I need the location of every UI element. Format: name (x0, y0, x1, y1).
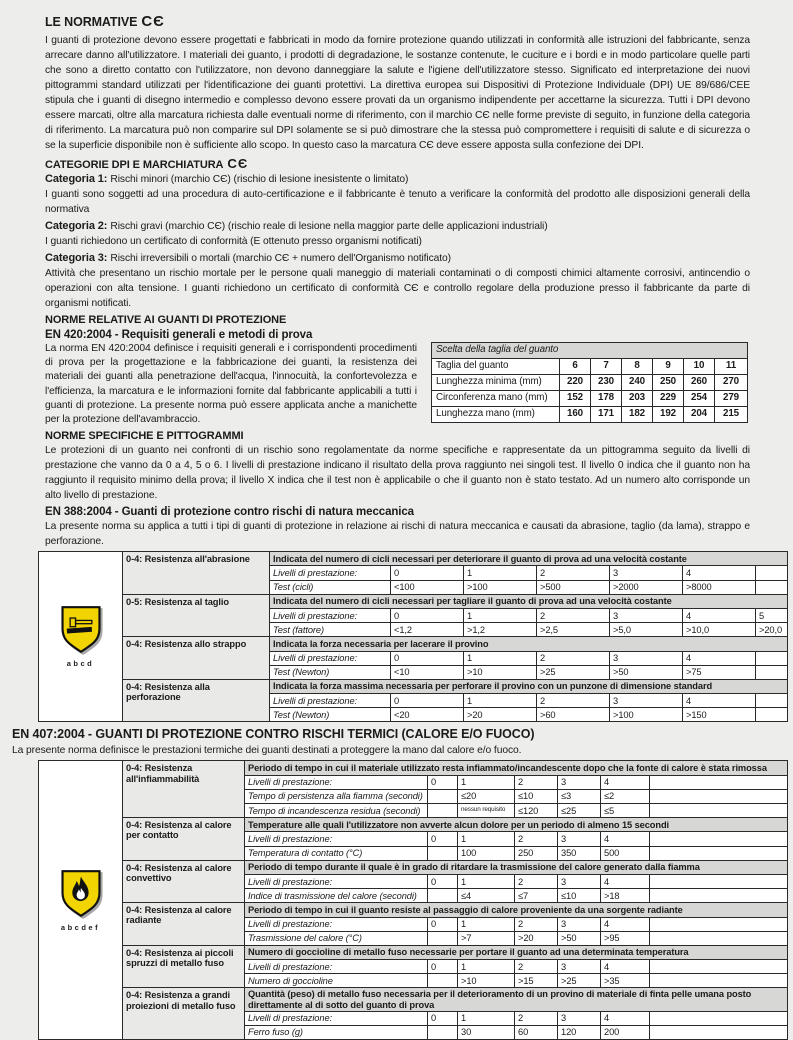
value-cell: 250 (515, 846, 558, 860)
value-cell: 1 (458, 960, 515, 974)
categoria-1-note: I guanti sono soggetti ad una procedura di auto-certificazione e il fabbricante è tenuto a verificare la conformità del prodotto alle disposizioni generali della normativa (45, 189, 750, 215)
categoria-2-line (45, 219, 750, 234)
value-cell: 1 (464, 566, 537, 580)
value-cell: 4 (601, 1011, 650, 1025)
test-description: Periodo di tempo in cui il materiale utilizzato resta infiammato/incandescente dopo che la fonte di calore è stata rimossa (245, 761, 788, 775)
size-value-cell: 9 (653, 359, 684, 375)
table-row (39, 860, 788, 874)
categoria-2-label: Categoria 2: (45, 220, 108, 232)
en388-table (38, 551, 788, 722)
value-cell: 4 (601, 917, 650, 931)
value-cell: >20,0 (756, 623, 788, 637)
value-cell: 2 (515, 775, 558, 789)
value-cell: >150 (683, 708, 756, 722)
size-value-cell: 10 (684, 359, 715, 375)
value-cell: 1 (464, 651, 537, 665)
row-label: Numero di goccioline (245, 974, 428, 988)
value-cell: 2 (515, 917, 558, 931)
test-description: Numero di goccioline di metallo fuso necessarie per portare il guanto ad una determinata temperatura (245, 945, 788, 959)
value-cell: 4 (601, 832, 650, 846)
intro-paragraph: I guanti di protezione devono essere progettati e fabbricati in modo da fornire protezione quando utilizzati in conformità alle istruzioni del fabbricante, senza arrecare danno all'utilizzatore. I materiali dei guanto, i prodotti di degradazione, le sostanze contenute, le cuciture e i bordi e in modo particolare quelle parti che sono a diretto contatto con l'utilizzatore, non devono danneggiare la salute e l'igiene dell'utilizzatore stesso. Significato ed interpretazione dei nuovi pittogrammi standard utilizzati per l'identificazione dei guanti protettivi. La direttiva europea sui Dispositivi di Protezione Individuale (DPI) UE 89/686/CEE stipula che i guanti di disegno intermedio e complesso devono essere provati da un organismo indipendente per accettarne la sicurezza. Tutti i DPI devono essere marcati, oltre alla marcatura richiesta dalle eventuali norme di riferimento, con il marchio CЄ nelle forme previste di seguito, in funzione della categoria di riferimento. La marcatura può non comparire sul DPI solamente se si può dimostrare che la stessa può compromettere i requisiti di salute e di sicurezza o se la superficie disponibile non è sufficiente allo scopo. In questo caso la marcatura CЄ deve essere apposta sulla confezione dei DPI. (45, 35, 750, 151)
value-cell: >8000 (683, 580, 756, 594)
table-row (39, 903, 788, 917)
value-cell: 0 (391, 608, 464, 622)
value-cell: 3 (558, 960, 601, 974)
shield-flame-icon (59, 869, 103, 919)
value-cell: 3 (610, 694, 683, 708)
value-cell (428, 846, 458, 860)
table-row (39, 818, 788, 832)
value-cell: >95 (601, 931, 650, 945)
en420-heading: EN 420:2004 - Requisiti generali e metodi di prova (45, 329, 313, 341)
size-value-cell: 204 (684, 407, 715, 423)
categoria-2-text: Rischi gravi (marchio CЄ) (rischio reale di lesione nella maggior parte delle applicazioni industriali) (110, 221, 548, 232)
table-row (39, 945, 788, 959)
row-label: Livelli di prestazione: (245, 832, 428, 846)
value-cell (756, 566, 788, 580)
hazard-range-label: 0-4: Resistenza alla perforazione (123, 679, 270, 722)
categorie-heading (45, 156, 750, 171)
value-cell: >25 (558, 974, 601, 988)
row-label: Livelli di prestazione: (245, 1011, 428, 1025)
value-cell (650, 974, 788, 988)
value-cell: >1,2 (464, 623, 537, 637)
value-cell: 1 (458, 832, 515, 846)
value-cell: ≤25 (558, 804, 601, 818)
table-row (432, 407, 748, 423)
categoria-3-label: Categoria 3: (45, 252, 108, 264)
value-cell: >100 (610, 708, 683, 722)
value-cell: <10 (391, 665, 464, 679)
categoria-2-note: I guanti richiedono un certificato di conformità (E ottenuto presso organismi notificati) (45, 236, 422, 247)
table-row (39, 552, 788, 566)
row-label: Tempo di incandescenza residua (secondi) (245, 804, 428, 818)
value-cell: >5,0 (610, 623, 683, 637)
value-cell (428, 889, 458, 903)
en407-paragraph: La presente norma definisce le prestazioni termiche dei guanti destinati a proteggere la mano dal calore e/o fuoco. (12, 745, 522, 757)
en388-heading: EN 388:2004 - Guanti di protezione contro rischi di natura meccanica (45, 506, 414, 519)
value-cell: 5 (756, 608, 788, 622)
value-cell: >15 (515, 974, 558, 988)
table-row (39, 637, 788, 651)
en420-paragraph: La norma EN 420:2004 definisce i requisiti generali e i corrispondenti procedimenti di prova per la progettazione e la fabbricazione dei guanti, la resistenza dei materiali dei guanti alla penetrazione dell'acqua, l'innocuità, la confortevolezza e l'efficienza, la marcatura e le informazioni fornite dal fabbricante applicabili a tutti i guanti di protezione. La presente norma può essere applicata anche a manichette per la protezione dell'avambraccio. (45, 343, 417, 426)
size-value-cell: 279 (715, 391, 748, 407)
size-value-cell: 192 (653, 407, 684, 423)
value-cell: 2 (537, 651, 610, 665)
value-cell: <100 (391, 580, 464, 594)
value-cell (650, 931, 788, 945)
value-cell: 1 (458, 874, 515, 888)
en407-section-header (12, 727, 750, 758)
value-cell: 3 (558, 775, 601, 789)
value-cell: ≤3 (558, 789, 601, 803)
value-cell (428, 789, 458, 803)
value-cell (756, 665, 788, 679)
value-cell (756, 651, 788, 665)
hazard-range-label: 0-4: Resistenza allo strappo (123, 637, 270, 680)
en407-heading: EN 407:2004 - GUANTI DI PROTEZIONE CONTRO RISCHI TERMICI (CALORE E/O FUOCO) (12, 727, 535, 742)
value-cell: 3 (610, 651, 683, 665)
hazard-range-label: 0-4: Resistenza al calore radiante (123, 903, 245, 946)
row-label: Livelli di prestazione: (270, 566, 391, 580)
value-cell: 4 (683, 608, 756, 622)
row-label: Ferro fuso (g) (245, 1025, 428, 1039)
value-cell: 1 (464, 694, 537, 708)
ce-mark-icon: CЄ (227, 156, 249, 171)
value-cell: 0 (428, 917, 458, 931)
value-cell (650, 775, 788, 789)
row-label: Livelli di prestazione: (245, 775, 428, 789)
value-cell (650, 917, 788, 931)
value-cell: 1 (458, 1011, 515, 1025)
ce-mark-icon: CЄ (141, 13, 165, 30)
hazard-range-label: 0-4: Resistenza al calore per contatto (123, 818, 245, 861)
value-cell: >18 (601, 889, 650, 903)
hazard-range-label: 0-4: Resistenza all'infiammabilità (123, 761, 245, 818)
value-cell (428, 1025, 458, 1039)
size-row-label: Taglia del guanto (432, 359, 560, 375)
size-value-cell: 160 (560, 407, 591, 423)
page-title (45, 13, 750, 30)
value-cell: 0 (428, 832, 458, 846)
value-cell: 500 (601, 846, 650, 860)
en407-table (38, 760, 788, 1039)
value-cell: 3 (558, 1011, 601, 1025)
row-label: Test (Newton) (270, 665, 391, 679)
value-cell: 3 (558, 917, 601, 931)
value-cell: 0 (391, 566, 464, 580)
size-row-label: Lunghezza mano (mm) (432, 407, 560, 423)
hazard-range-label: 0-4: Resistenza ai piccoli spruzzi di metallo fuso (123, 945, 245, 988)
categorie-heading-text: CATEGORIE DPI E MARCHIATURA (45, 159, 224, 171)
value-cell: ≤10 (515, 789, 558, 803)
categoria-3-text: Rischi irreversibili o mortali (marchio CЄ + numero dell'Organismo notificato) (110, 253, 451, 264)
value-cell: >10 (458, 974, 515, 988)
table-row (432, 375, 748, 391)
value-cell: 1 (458, 917, 515, 931)
size-value-cell: 260 (684, 375, 715, 391)
size-table-caption: Scelta della taglia del guanto (432, 343, 748, 359)
value-cell: 4 (601, 960, 650, 974)
size-row-label: Circonferenza mano (mm) (432, 391, 560, 407)
page-title-text: LE NORMATIVE (45, 15, 138, 29)
value-cell (650, 832, 788, 846)
value-cell: 3 (558, 874, 601, 888)
value-cell: 4 (601, 874, 650, 888)
value-cell: 120 (558, 1025, 601, 1039)
value-cell: 1 (464, 608, 537, 622)
row-label: Livelli di prestazione: (270, 694, 391, 708)
table-row (39, 679, 788, 693)
value-cell: ≤4 (458, 889, 515, 903)
value-cell: 0 (428, 1011, 458, 1025)
value-cell (650, 804, 788, 818)
value-cell (650, 960, 788, 974)
value-cell: 2 (537, 566, 610, 580)
row-label: Test (fattore) (270, 623, 391, 637)
value-cell (650, 1011, 788, 1025)
norme-heading: NORME RELATIVE AI GUANTI DI PROTEZIONE (45, 314, 287, 326)
size-value-cell: 7 (591, 359, 622, 375)
test-description: Periodo di tempo durante il quale è in grado di ritardare la trasmissione del calore generato dalla fiamma (245, 860, 788, 874)
value-cell: 2 (537, 608, 610, 622)
value-cell (756, 708, 788, 722)
row-label: Livelli di prestazione: (245, 874, 428, 888)
value-cell: 4 (601, 775, 650, 789)
value-cell: 2 (515, 1011, 558, 1025)
size-value-cell: 182 (622, 407, 653, 423)
value-cell: >25 (537, 665, 610, 679)
pictogram-letters: abcd (66, 659, 95, 669)
size-value-cell: 229 (653, 391, 684, 407)
value-cell: >60 (537, 708, 610, 722)
value-cell: 0 (428, 960, 458, 974)
categoria-3-note: Attività che presentano un rischio mortale per le persone quali maneggio di materiali contaminati o di composti chimici altamente corrosivi, antincendio o operazioni con alta tensione. I guanti richiedono un certificato di conformità CЄ e controllo regolare della produzione presso il fabbricante da parte di organismi notificati. (45, 268, 750, 309)
size-row-label: Lunghezza minima (mm) (432, 375, 560, 391)
row-label: Temperatura di contatto (°C) (245, 846, 428, 860)
value-cell: 350 (558, 846, 601, 860)
value-cell: <1,2 (391, 623, 464, 637)
table-row (432, 391, 748, 407)
value-cell: ≤120 (515, 804, 558, 818)
pictogram-cell (39, 552, 123, 722)
hazard-range-label: 0-5: Resistenza al taglio (123, 594, 270, 637)
test-description: Indicata la forza massima necessaria per perforare il provino con un punzone di dimensione standard (270, 679, 788, 693)
pictogram-cell (39, 761, 123, 1039)
table-row (39, 761, 788, 775)
value-cell: >100 (464, 580, 537, 594)
categoria-1-label: Categoria 1: (45, 173, 108, 185)
value-cell: >2,5 (537, 623, 610, 637)
row-label: Livelli di prestazione: (245, 960, 428, 974)
row-label: Indice di trasmissione del calore (secondi) (245, 889, 428, 903)
value-cell: >75 (683, 665, 756, 679)
thermal-hazard-pictogram (59, 869, 103, 932)
test-description: Periodo di tempo in cui il guanto resiste al passaggio di calore proveniente da una sorgente radiante (245, 903, 788, 917)
value-cell (756, 580, 788, 594)
value-cell: 2 (515, 874, 558, 888)
row-label: Test (Newton) (270, 708, 391, 722)
value-cell: >20 (464, 708, 537, 722)
test-description: Temperature alle quali l'utilizzatore non avverte alcun dolore per un periodo di almeno 15 secondi (245, 818, 788, 832)
value-cell: 3 (610, 608, 683, 622)
size-value-cell: 230 (591, 375, 622, 391)
value-cell: >10 (464, 665, 537, 679)
categoria-1-line (45, 172, 750, 187)
value-cell (650, 1025, 788, 1039)
size-value-cell: 178 (591, 391, 622, 407)
size-value-cell: 220 (560, 375, 591, 391)
value-cell (650, 789, 788, 803)
value-cell: 4 (683, 694, 756, 708)
test-description: Indicata la forza necessaria per lacerare il provino (270, 637, 788, 651)
value-cell: 200 (601, 1025, 650, 1039)
size-value-cell: 270 (715, 375, 748, 391)
table-row (39, 594, 788, 608)
value-cell: 2 (537, 694, 610, 708)
size-value-cell: 171 (591, 407, 622, 423)
value-cell: <20 (391, 708, 464, 722)
pictogram-letters: abcdef (60, 922, 101, 932)
test-description: Indicata del numero di cicli necessari per tagliare il guanto di prova ad una velocità costante (270, 594, 788, 608)
value-cell (428, 804, 458, 818)
en388-paragraph: La presente norma su applica a tutti i tipi di guanti di protezione in relazione ai rischi di natura meccanica e causati da abrasione, taglio (da lama), strappo e perforazione. (45, 521, 750, 548)
value-cell: 4 (683, 651, 756, 665)
pittogrammi-heading: NORME SPECIFICHE E PITTOGRAMMI (45, 430, 244, 443)
value-cell: 3 (558, 832, 601, 846)
table-row (39, 988, 788, 1011)
table-row (432, 359, 748, 375)
value-cell: 2 (515, 832, 558, 846)
row-label: Tempo di persistenza alla fiamma (secondi) (245, 789, 428, 803)
pittogrammi-paragraph: Le protezioni di un guanto nei confronti di un rischio sono regolamentate da norme specifiche e rappresentate da un pittogramma seguito da livelli di prestazione che vanno da 0 a 4, 5 o 6. I livelli di prestazione indicano il risultato della prova raggiunto nei singoli test. Il livello 0 indica che il guanto non ha raggiunto il requisito minimo della prova; il livello X indica che il test non è applicabile o che il guanto non è stato testato. Ad un numero alto corrisponde un alto livello di prestazione. (45, 445, 750, 502)
size-value-cell: 203 (622, 391, 653, 407)
value-cell: ≤7 (515, 889, 558, 903)
hazard-range-label: 0-4: Resistenza a grandi proiezioni di metallo fuso (123, 988, 245, 1039)
value-cell (428, 931, 458, 945)
row-label: Test (cicli) (270, 580, 391, 594)
size-value-cell: 152 (560, 391, 591, 407)
glove-size-table (431, 342, 748, 423)
value-cell (428, 974, 458, 988)
shield-hammer-icon (59, 605, 103, 655)
row-label: Livelli di prestazione: (270, 651, 391, 665)
value-cell: ≤5 (601, 804, 650, 818)
value-cell: >50 (610, 665, 683, 679)
value-cell: >2000 (610, 580, 683, 594)
value-cell (650, 846, 788, 860)
size-value-cell: 8 (622, 359, 653, 375)
categoria-1-text: Rischi minori (marchio CЄ) (rischio di lesione inesistente o limitato) (110, 174, 409, 185)
value-cell: >7 (458, 931, 515, 945)
value-cell: >50 (558, 931, 601, 945)
test-description: Quantità (peso) di metallo fuso necessaria per il deterioramento di un provino di materiale di finta pelle umana posto direttamente al di sotto del guanto di prova (245, 988, 788, 1011)
row-label: Livelli di prestazione: (245, 917, 428, 931)
value-cell (756, 694, 788, 708)
hazard-range-label: 0-4: Resistenza al calore convettivo (123, 860, 245, 903)
table-row (432, 343, 748, 359)
value-cell (650, 874, 788, 888)
mechanical-hazard-pictogram (59, 605, 103, 668)
size-value-cell: 240 (622, 375, 653, 391)
value-cell: 1 (458, 775, 515, 789)
row-label: Trasmissione del calore (°C) (245, 931, 428, 945)
value-cell: 60 (515, 1025, 558, 1039)
en420-section (45, 342, 750, 427)
value-cell: ≤2 (601, 789, 650, 803)
value-cell: 0 (391, 651, 464, 665)
value-cell: 100 (458, 846, 515, 860)
value-cell (650, 889, 788, 903)
size-value-cell: 215 (715, 407, 748, 423)
size-value-cell: 6 (560, 359, 591, 375)
test-description: Indicata del numero di cicli necessari per deteriorare il guanto di prova ad una velocità costante (270, 552, 788, 566)
value-cell: >500 (537, 580, 610, 594)
value-cell: 2 (515, 960, 558, 974)
hazard-range-label: 0-4: Resistenza all'abrasione (123, 552, 270, 595)
value-cell: 0 (428, 874, 458, 888)
row-label: Livelli di prestazione: (270, 608, 391, 622)
value-cell: 3 (610, 566, 683, 580)
value-cell: ≤10 (558, 889, 601, 903)
value-cell: >10,0 (683, 623, 756, 637)
value-cell: 4 (683, 566, 756, 580)
value-cell: 0 (428, 775, 458, 789)
value-cell: 30 (458, 1025, 515, 1039)
size-value-cell: 254 (684, 391, 715, 407)
size-value-cell: 250 (653, 375, 684, 391)
value-cell: ≤20 (458, 789, 515, 803)
value-cell: >20 (515, 931, 558, 945)
value-cell: 0 (391, 694, 464, 708)
size-value-cell: 11 (715, 359, 748, 375)
categoria-3-line (45, 251, 750, 266)
value-cell: nessun requisito (458, 804, 515, 818)
value-cell: >35 (601, 974, 650, 988)
